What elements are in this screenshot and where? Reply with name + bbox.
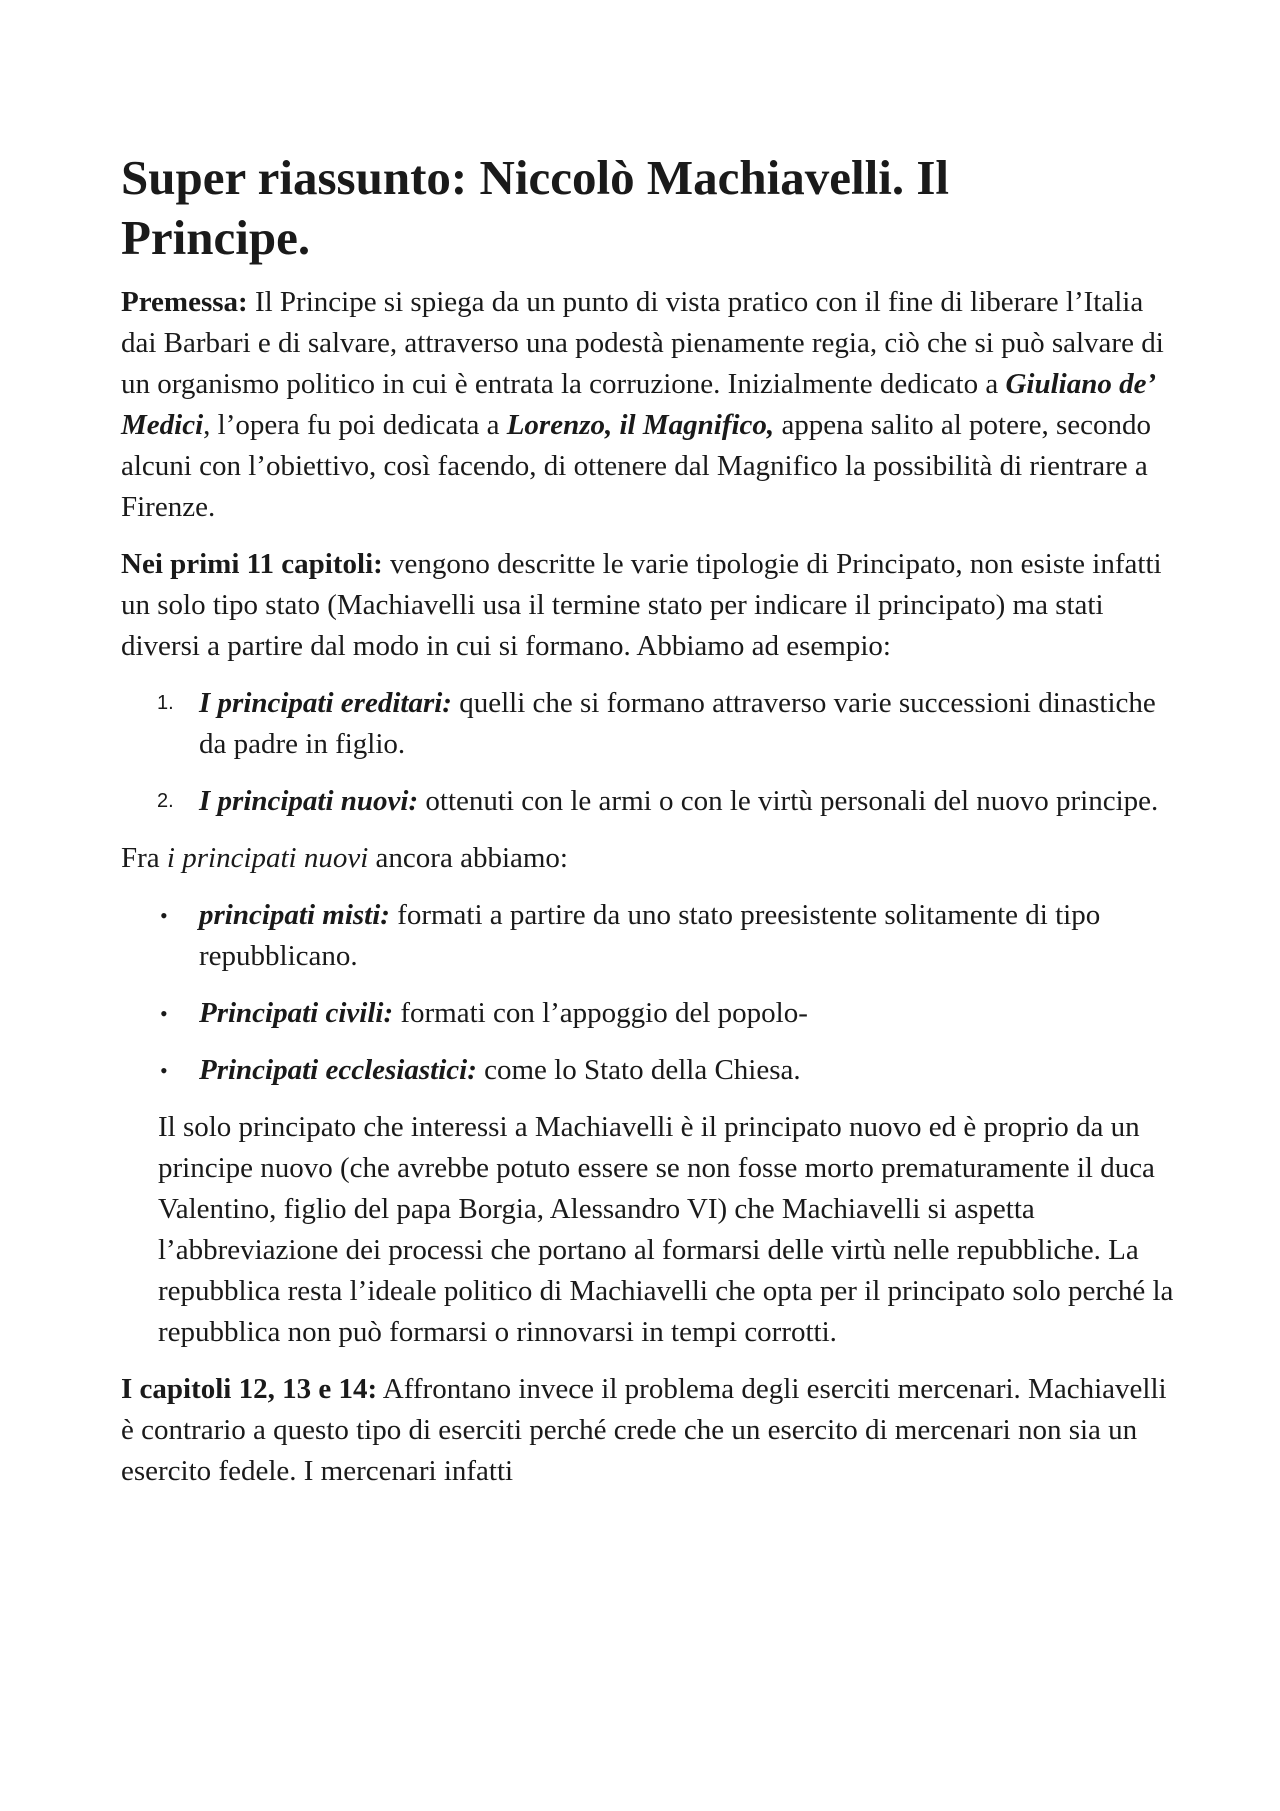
premessa-name-lorenzo: Lorenzo, il Magnifico, (506, 409, 775, 441)
premessa-text-3: appena salito al potere, secondo alcuni con l’obiettivo, così facendo, di ottenere dal Magnifico la possibilità di rientrare a Firenze. (121, 409, 1152, 523)
list-item-text: quelli che si formano attraverso varie successioni dinastiche da padre in figlio. (199, 687, 1156, 760)
premessa-paragraph (121, 282, 1181, 528)
list-item (121, 781, 1181, 822)
list-item (121, 895, 1181, 977)
list-item (121, 683, 1181, 765)
list-item-term: Principati ecclesiastici: (199, 1054, 477, 1086)
premessa-name-giuliano: Giuliano de’ Medici (121, 368, 1154, 441)
list-number: 1. (157, 692, 174, 714)
premessa-label: Premessa: (121, 286, 248, 318)
list-number: 2. (157, 790, 174, 812)
bullet-icon: • (160, 1001, 168, 1026)
primi-capitoli-label: Nei primi 11 capitoli: (121, 548, 383, 580)
list-item-term: I principati ereditari: (199, 687, 452, 719)
solo-principato-paragraph: Il solo principato che interessi a Machiavelli è il principato nuovo ed è proprio da un principe nuovo (che avrebbe potuto essere se non fosse morto prematuramente il duca Valentino, figlio del papa Borgia, Alessandro VI) che Machiavelli si aspetta l’abbreviazione dei processi che portano al formarsi delle virtù nelle repubbliche. La repubblica resta l’ideale politico di Machiavelli che opta per il principato solo perché la repubblica non può formarsi o rinnovarsi in tempi corrotti. (158, 1111, 1174, 1348)
list-item-term: Principati civili: (199, 997, 394, 1029)
list-item-text: formati a partire da uno stato preesistente solitamente di tipo repubblicano. (199, 899, 1101, 972)
bullet-icon: • (160, 1058, 168, 1083)
list-item-text: ottenuti con le armi o con le virtù personali del nuovo principe. (418, 785, 1159, 817)
capitoli-12-14-label: I capitoli 12, 13 e 14: (121, 1373, 378, 1405)
document-page (121, 148, 1181, 1508)
capitoli-12-14-text: Affrontano invece il problema degli eserciti mercenari. Machiavelli è contrario a questo tipo di eserciti perché crede che un esercito di mercenari non sia un esercito fedele. I mercenari infatti (121, 1373, 1167, 1487)
list-item-term: principati misti: (199, 899, 390, 931)
premessa-text-2: , l’opera fu poi dedicata a (203, 409, 507, 441)
list-item (121, 993, 1181, 1034)
fra-paragraph (121, 838, 1181, 879)
numbered-list (121, 683, 1181, 822)
bullet-list (121, 895, 1181, 1091)
bullet-icon: • (160, 903, 168, 928)
list-item-term: I principati nuovi: (199, 785, 419, 817)
list-item-text: formati con l’appoggio del popolo- (393, 997, 808, 1029)
capitoli-12-14-paragraph (121, 1369, 1181, 1492)
fra-italic: i principati nuovi (166, 842, 369, 874)
fra-post: ancora abbiamo: (368, 842, 568, 874)
fra-pre: Fra (121, 842, 167, 874)
list-item-text: come lo Stato della Chiesa. (476, 1054, 801, 1086)
premessa-text-1: Il Principe si spiega da un punto di vista pratico con il fine di liberare l’Italia dai Barbari e di salvare, attraverso una podestà pienamente regia, ciò che si può salvare di un organismo politico in cui è entrata la corruzione. Inizialmente dedicato a (121, 286, 1164, 400)
primi-capitoli-text: vengono descritte le varie tipologie di Principato, non esiste infatti un solo tipo stato (Machiavelli usa il termine stato per indicare il principato) ma stati diversi a partire dal modo in cui si formano. Abbiamo ad esempio: (121, 548, 1162, 662)
document-title: Super riassunto: Niccolò Machiavelli. Il Principe. (121, 150, 949, 265)
primi-capitoli-paragraph (121, 544, 1181, 667)
list-item (121, 1050, 1181, 1091)
